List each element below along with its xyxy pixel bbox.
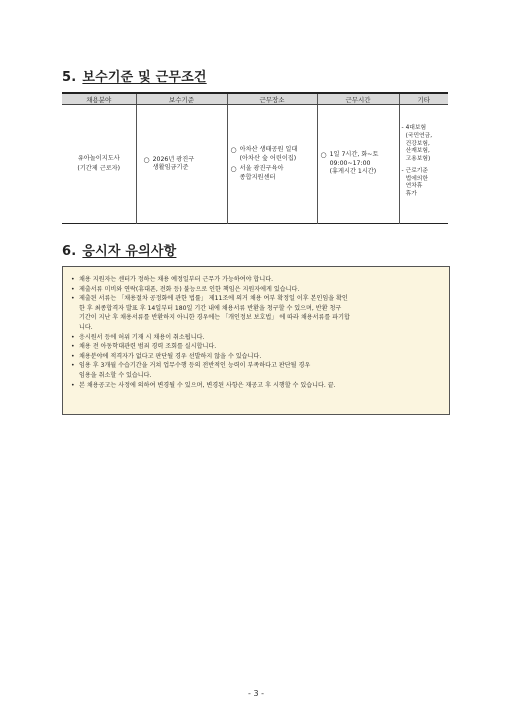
etc-2-line-3: 연차휴 xyxy=(405,183,423,190)
section-5-number: 5. xyxy=(62,70,77,85)
list-item: • 제출서류 미비와 연락(휴대폰, 전화 등) 불능으로 인한 책임은 지원자에게 있습니다. xyxy=(71,285,300,293)
list-item: • 채용 전 아동학대관련 범죄 경력 조회를 실시합니다. xyxy=(71,343,217,351)
cell-pay: ○ 2026년 광진구 생활임금기준 xyxy=(136,105,227,224)
etc-2-line-1: 근로기준 xyxy=(405,167,428,174)
cell-hours: ○ 1일 7시간, 화~토 09:00~17:00 (휴게시간 1시간) xyxy=(317,105,399,224)
list-item: • 채용 지원자는 센터가 정하는 채용 예정일부터 근무가 가능하여야 합니다. xyxy=(71,276,274,283)
header-field: 채용분야 xyxy=(62,93,136,105)
section-6-heading xyxy=(62,240,176,259)
list-item: • 채용분야에 적격자가 없다고 판단될 경우 선발하지 않을 수 있습니다. xyxy=(71,352,262,360)
etc-2-line-2: 법에의한 xyxy=(405,175,428,182)
hours-line-3: (휴게시간 1시간) xyxy=(329,168,377,176)
field-name: 유아놀이지도사 xyxy=(77,155,120,162)
section-5-title: 보수기준 및 근무조건 xyxy=(82,70,207,85)
etc-1-line-2: (국민연금, xyxy=(405,132,433,139)
place-2-line-1: 서울 광진구육아 xyxy=(239,165,284,172)
table-row xyxy=(62,105,448,224)
list-item: • 응시원서 등에 허위 기재 시 채용이 취소됩니다. xyxy=(71,333,205,341)
etc-1-line-5: 고용보험) xyxy=(405,156,431,163)
pay-line-1: 2026년 광진구 xyxy=(152,155,195,163)
pay-line-2: 생활임금기준 xyxy=(152,164,189,171)
place-1-line-1: 아차산 생태공원 일대 xyxy=(239,146,298,153)
etc-1-line-3: 건강보험, xyxy=(405,140,430,147)
list-item: • 제출된 서류는 「채용절차 공정화에 관한 법률」 제11조에 의거 채용 여부 확정일 이후 본인임을 확인 한 후 최종합격자 발표 후 14일부터 180일 기간 내에 채용서류 반환을 청구할 수 있으며, 반환 청구 기간이 지난 후 채용서류를 반환하지 아니한 경우에는 「개인정보 보호법」 에 따라 채용서류를 파기합 니다. xyxy=(71,295,350,331)
etc-2-line-4: 휴가 xyxy=(405,191,417,198)
notice-box xyxy=(62,266,450,415)
page-number: - 3 - xyxy=(248,689,264,698)
hours-line-2: 09:00~17:00 xyxy=(329,159,371,167)
etc-1-line-1: 4대보험 xyxy=(405,124,427,131)
header-place: 근무장소 xyxy=(227,93,317,105)
list-item: • 본 채용공고는 사정에 의하여 변경될 수 있으며, 변경된 사항은 재공고 후 시행할 수 있습니다. 끝. xyxy=(71,381,336,389)
etc-1-line-4: 산재보험, xyxy=(405,148,430,155)
section-6-number: 6. xyxy=(62,244,77,259)
place-2-line-2: 종합지원센터 xyxy=(239,173,276,181)
header-pay: 보수기준 xyxy=(136,93,227,105)
work-conditions-table xyxy=(62,92,448,224)
list-item: • 임용 후 3개월 수습기간을 거쳐 업무수행 등의 전반적인 능력이 부족하다고 판단될 경우 임용을 취소할 수 있습니다. xyxy=(71,362,311,379)
hours-line-1: 1일 7시간, 화~토 xyxy=(329,151,379,159)
field-type: (기간제 근로자) xyxy=(77,165,121,172)
cell-place: ○ 아차산 생태공원 일대 (아차산 숲 어린이집) ○ 서울 광진구육아 종합지원센터 xyxy=(227,105,317,224)
header-etc: 기타 xyxy=(399,93,448,105)
header-hours: 근무시간 xyxy=(317,93,399,105)
section-5-heading xyxy=(62,66,207,85)
section-6-title: 응시자 유의사항 xyxy=(82,244,177,259)
cell-field xyxy=(62,105,136,224)
cell-etc: - 4대보험 (국민연금, 건강보험, 산재보험, 고용보험) - 근로기준 법에의한 연차휴 휴가 xyxy=(399,105,448,224)
table-header-row xyxy=(62,93,448,105)
place-1-line-2: (아차산 숲 어린이집) xyxy=(239,154,297,162)
